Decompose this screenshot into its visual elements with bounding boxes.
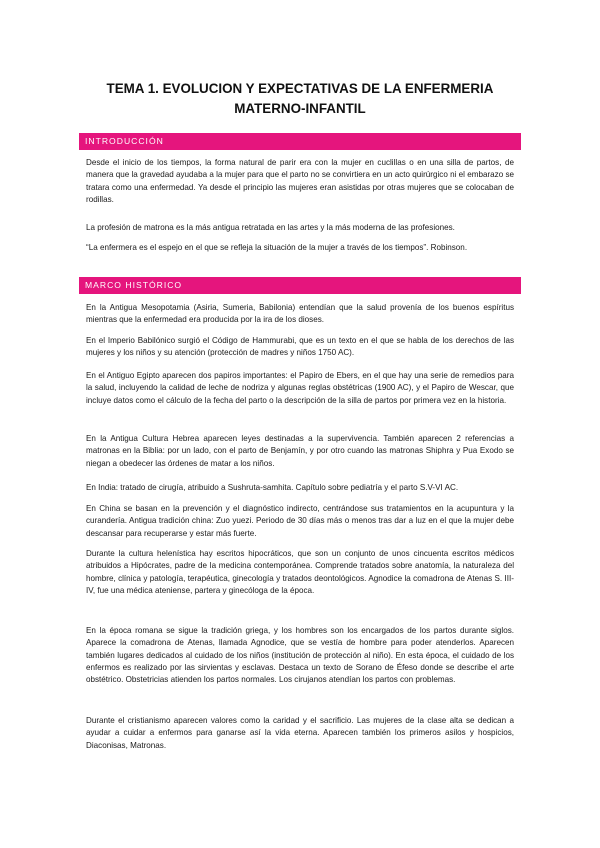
title-line-1: TEMA 1. EVOLUCION Y EXPECTATIVAS DE LA ENFERMERIA	[106, 81, 494, 96]
history-paragraph-5	[86, 482, 514, 494]
section-heading-marco-historico: MARCO HISTÓRICO	[79, 277, 521, 294]
history-paragraph-4	[86, 433, 514, 470]
paragraph: “La enfermera es el espejo en el que se refleja la situación de la mujer a través de los tiempos”. Robinson.	[86, 243, 468, 252]
history-paragraph-8	[86, 625, 514, 687]
history-paragraph-1	[86, 302, 514, 327]
history-paragraph-6	[86, 503, 514, 540]
paragraph: En la época romana se sigue la tradición griega, y los hombres son los encargados de los partos durante siglos. Aparece la comadrona de Atenas, llamada Agnodice, que se vestía de hombre para poder atenderlos. Aparecen también lugares dedicados al cuidado de los niños (institución de protección al niño). En esta época, el cuidado de los enfermos es realizado por las sirvientas y esclavas. Destaca un texto de Sorano de Éfeso donde se describe el arte obstétrico. Obstetricias atienden los partos normales. Los cirujanos atendían los partos con problemas.	[86, 626, 514, 685]
paragraph: En la Antigua Cultura Hebrea aparecen leyes destinadas a la supervivencia. También aparecen 2 referencias a matronas en la Biblia: por un lado, con el parto de Benjamín, y por otro cuando las matronas Shiphra y Pua Exodo se niegan a obedecer las órdenes de matar a los niños.	[86, 434, 514, 468]
history-paragraph-3	[86, 370, 514, 407]
paragraph: Desde el inicio de los tiempos, la forma natural de parir era con la mujer en cuclillas o en una silla de partos, de manera que la gravedad ayudaba a la mujer para que el parto no se convirtiera en un acto quirúrgico ni el embarazo se tratara como una enfermedad. Ya desde el principio las mujeres eran asistidas por otras mujeres que se colocaban de rodillas.	[86, 158, 514, 205]
section-heading-introduccion: INTRODUCCIÓN	[79, 133, 521, 150]
history-paragraph-9	[86, 715, 514, 752]
paragraph: En el Antiguo Egipto aparecen dos papiros importantes: el Papiro de Ebers, en el que hay una serie de remedios para la salud, incluyendo la calidad de leche de nodriza y algunas reglas obstétricas (1900 AC), y el Papiro de Wescar, que incluye datos como el cálculo de la fecha del parto o la descripción de la silla de partos por primera vez en la historia.	[86, 371, 514, 405]
history-paragraph-2	[86, 335, 514, 360]
paragraph: Durante la cultura helenística hay escritos hipocráticos, que son un conjunto de unos cincuenta escritos médicos atribuidos a Hipócrates, padre de la medicina contemporánea. Comprende tratados sobre anatomía, la naturaleza del hombre, clínica y patología, terapéutica, ginecología y tratados deontológicos. Agnodice la comadrona de Atenas S. III-IV, fue una médica ateniense, partera y ginecóloga de la época.	[86, 549, 514, 596]
paragraph: La profesión de matrona es la más antigua retratada en las artes y la más moderna de las profesiones.	[86, 223, 455, 232]
intro-paragraph-2	[86, 222, 514, 234]
title-line-2: MATERNO-INFANTIL	[234, 101, 366, 116]
paragraph: En India: tratado de cirugía, atribuido a Sushruta-samhita. Capítulo sobre pediatría y el parto S.V-VI AC.	[86, 483, 459, 492]
paragraph: En China se basan en la prevención y el diagnóstico indirecto, centrándose sus tratamientos en la acupuntura y la curandería. Antigua tradición china: Zuo yuezi. Periodo de 30 días más o menos tras dar a luz en el que la mujer debe descansar para recuperarse y estar más fuerte.	[86, 504, 514, 538]
paragraph: En el Imperio Babilónico surgió el Código de Hammurabi, que es un texto en el que se habla de los derechos de las mujeres y los niños y su atención (protección de madres y niños 1750 AC).	[86, 336, 514, 358]
history-paragraph-7	[86, 548, 514, 597]
paragraph: En la Antigua Mesopotamia (Asiria, Sumeria, Babilonia) entendían que la salud provenía de los buenos espíritus mientras que la enfermedad era producida por la ira de los dioses.	[86, 303, 514, 325]
intro-paragraph-1	[86, 157, 514, 206]
document-title	[70, 79, 530, 119]
intro-quote	[86, 242, 514, 254]
paragraph: Durante el cristianismo aparecen valores como la caridad y el sacrificio. Las mujeres de la clase alta se dedican a ayudar a cuidar a enfermos para ganarse así la vida eterna. Aparecen también los primeros asilos y hospicios, Diaconisas, Matronas.	[86, 716, 514, 750]
